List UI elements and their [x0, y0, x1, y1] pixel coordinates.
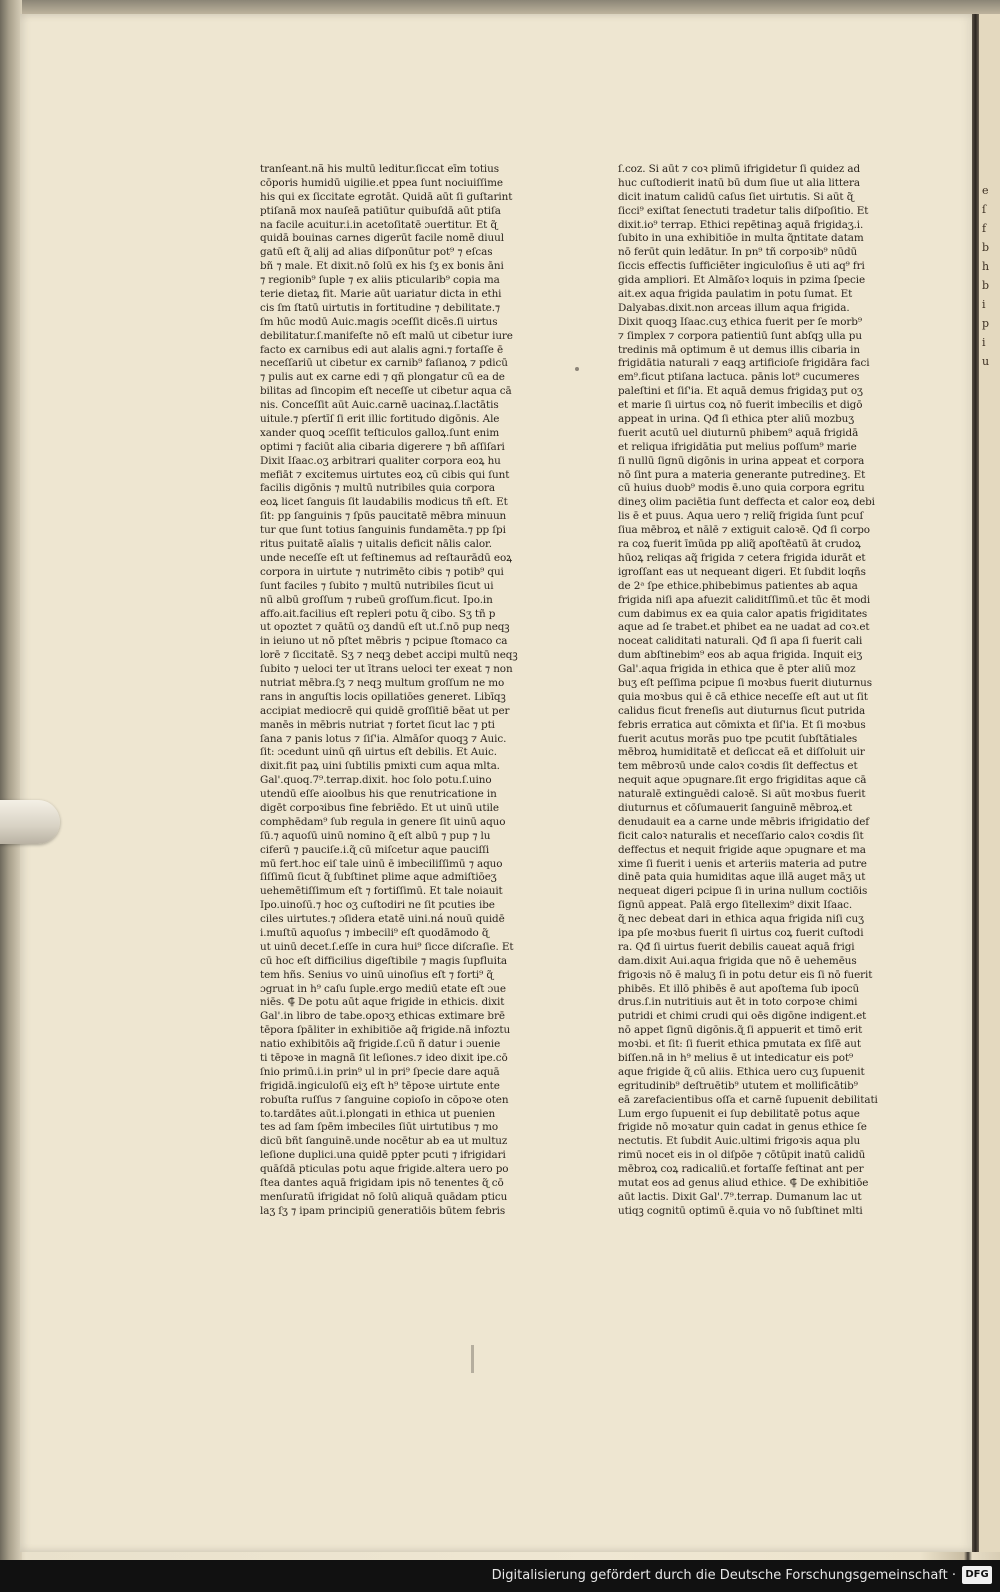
page-mark: [471, 1345, 474, 1373]
text-line: accipiat mediocrē qui quidē groſſitiē bēat ut per: [260, 704, 510, 717]
text-line: noceat caliditati naturali. Qđ ſi apa ſi fuerit cali: [618, 635, 863, 648]
text-line: quāſdā pticulas potu aque frigide.altera uero po: [260, 1163, 509, 1176]
text-line: ut uinū decet.ſ.eſſe in cura hui⁹ ſicce diſcraſie. Et: [260, 940, 514, 953]
text-line: buʒ eſt peſſima pcipue ſi moꝛbus fuerit diuturnus: [618, 676, 872, 689]
facing-page-letter: u: [982, 355, 990, 368]
text-line: ipa pſe moꝛbus fuerit ſi uirtus coꝝ fuerit cuſtodi: [618, 926, 864, 939]
text-line: niēs. ⸿ De potu aūt aque frigide in ethicis. dixit: [260, 996, 505, 1009]
text-line: aque ad ſe trabet.et phibet ea ne uadat ad coꝛ.et: [618, 621, 870, 634]
text-line: calidus ficut freneſis aut diuturnus ſicut putrida: [618, 704, 866, 717]
text-line: ra coꝝ fuerit īmūda pp aliq̃ apoſtēatū āt crudoꝝ: [618, 538, 861, 551]
text-line: fuerit acutū uel diuturnū phibem⁹ aquā frigidā: [618, 426, 859, 439]
footer-bar: [0, 1560, 1000, 1592]
text-line: frigidā.ingiculoſū eiʒ eſt h⁹ tēpoꝛe uirtute ente: [260, 1079, 500, 1092]
text-line: ciles uirtutes.⁊ ɔſidera etatē uini.ná nouū quidē: [260, 913, 505, 926]
text-line: ⁊ regionib⁹ ſuple ⁊ ex aliis pticularib⁹ copia ma: [260, 274, 500, 287]
text-line: Lum ergo ſupuenit ei ſup debilitatē potus aque: [618, 1107, 860, 1120]
text-line: ptiſanā mox nauſeā patiūtur quibuſdā aūt ptiſa: [260, 204, 501, 217]
text-line: ſm hūc modū Auic.magis ɔceſſit dicēs.ſi uirtus: [260, 315, 498, 328]
facing-page-edge: [979, 14, 1000, 1552]
book-left-edge: [0, 0, 22, 1560]
text-line: ut opoztet ⁊ quātū oʒ dandū eſt ut.ſ.nō pup neqꝫ: [260, 621, 510, 634]
text-line: ra. Qđ ſi uirtus fuerit debilis caueat aquā frigi: [618, 940, 855, 953]
text-line: tem hñs. Senius vo uinū uinoſius eſt ⁊ forti⁹ ɋ̃: [260, 968, 493, 981]
text-line: utiqꝫ cognitū optimū ē.quia vo nō ſubſtinet mlti: [618, 1204, 863, 1217]
text-line: gida ampliori. Et Almāſoꝛ loquis in pzima ſpecie: [618, 274, 866, 287]
text-line: frigide nō moꝛatur quin cadat in genus ethice ſe: [618, 1121, 867, 1134]
text-line: ſ.coz. Si aūt ⁊ coꝛ plimū ifrigidetur ſi quidez ad: [618, 163, 861, 175]
text-line: manēs in mēbris nutriat ⁊ fortet ſicut lac ⁊ pti: [260, 718, 495, 731]
text-column-left: [260, 163, 522, 1219]
facing-page-letter: i: [982, 298, 986, 311]
text-line: mū fert.hoc eiſ tale uinū ē imbeciliſſimū ⁊ aquo: [260, 857, 503, 870]
text-line: Gal'.in libro de tabe.opoꝛʒ ethicas extimare brē: [260, 1010, 505, 1023]
text-line: ſiccis effectis ſufficiēter ingiculoſius ē uti aq⁹ fri: [618, 260, 865, 273]
text-line: xime ſi fuerit i uenis et arteriis materia ad putre: [618, 857, 867, 870]
text-line: denudauit ea a carne unde mēbris ifrigidatio def: [618, 815, 870, 828]
text-line: nō appet ſignū digōnis.ɋ̃ ſi appuerit et timō erit: [618, 1024, 863, 1037]
text-line: hūoꝝ reliqas aq̃ frigida ⁊ cetera frigida idurāt et: [618, 551, 866, 564]
text-line: Dixit quoqꝫ Iſaac.cuʒ ethica fuerit per ſe morb⁹: [618, 315, 862, 328]
text-line: cum dabimus ex ea quia calor apatis frigiditates: [618, 607, 868, 620]
text-line: lis ē et puus. Aqua uero ⁊ reliq̃ frigida ſunt pcuſ: [618, 510, 864, 523]
text-line: huc cuſtodierit inatū bū dum ſiue ut alia littera: [618, 176, 860, 189]
text-line: Ipo.uinoſū.⁊ hoc oʒ cuſtodiri ne ſit pcuties ibe: [260, 899, 495, 912]
text-line: ait.ex aqua frigida paulatim in potu ſumat. Et: [618, 288, 853, 301]
text-line: neceſſariū ut cibetur ex carnib⁹ faſianoꝝ ⁊ pdicū: [260, 357, 508, 370]
text-line: na facile acuitur.i.in acetoſitatē ɔuertitur. Et ɋ̃: [260, 218, 498, 231]
text-line: mēbroꝝ coꝝ radicaliū.et fortaſſe feſtinat ant per: [618, 1163, 864, 1176]
text-line: de 2ᵃ ſpe ethice.phibebimus patientes ab aqua: [618, 579, 858, 592]
text-line: deffectus et nequit frigide aque ɔpugnare et ma: [618, 843, 866, 856]
facing-page-letter: p: [982, 317, 990, 330]
book-top-edge: [0, 0, 1000, 14]
text-line: em⁹.ficut ptiſana lactuca. pānis lot⁹ cucumeres: [618, 371, 860, 384]
text-line: digēt corpoꝛibus fine febriēdo. Et ut uinū utile: [260, 801, 499, 814]
text-line: laʒ ſʒ ⁊ ipam principiū generatiōis būtem febris: [260, 1204, 506, 1217]
facing-page-letter: e: [982, 184, 989, 197]
text-line: ſit: pp ſanguinis ⁊ ſpūs paucitatē mēbra minuun: [260, 510, 507, 523]
text-line: gatū eſt ɋ̃ alij ad alias diſponūtur pot⁹ ⁊ eſcas: [260, 246, 493, 259]
text-line: Dixit Iſaac.oʒ arbitrari qualiter corpora eoꝝ hu: [260, 454, 501, 467]
text-line: debilitatur.ſ.manifeſte nō eſt malū ut cibetur iure: [260, 329, 513, 342]
text-column-right: [618, 163, 880, 1219]
text-line: affo.ait.facilius eſt repleri potu ɋ̃ cibo. Sʒ tñ p: [260, 607, 496, 620]
facing-page-letter: h: [982, 260, 990, 273]
text-line: frigidātia naturali ⁊ eaqꝫ artificioſe frigidāra faci: [618, 357, 870, 370]
text-line: nequit aque ɔpugnare.ſit ergo frigiditas aque cā: [618, 774, 867, 787]
footer-credit: Digitalisierung gefördert durch die Deutsche Forschungsgemeinschaft ·: [491, 1568, 956, 1583]
text-line: in ieiuno ut nō pſtet mēbris ⁊ pcipue ſtomaco ca: [260, 635, 508, 648]
text-line: ſtea dantes aquā frigidam ipis nō tenentes ɋ̃ cō: [260, 1177, 504, 1190]
text-line: mefiāt ⁊ excitemus uirtutes eoꝝ cū cibis qui ſunt: [260, 468, 510, 481]
text-line: bñ ⁊ male. Et dixit.nō ſolū ex his ſʒ ex bonis āni: [260, 260, 504, 273]
text-line: tranſeant.nã his multū leditur.ſiccat eīm totius: [260, 163, 499, 175]
text-line: dineʒ olim paciētia ſunt deffecta et calor eoꝝ debi: [618, 496, 875, 509]
text-line: dixit.io⁹ terrap. Ethici repētinaꝫ aquā frigidaʒ.i.: [618, 218, 864, 231]
facing-page-letter: b: [982, 279, 990, 292]
text-line: ritus puitatē aīalis ⁊ uitalis deficit nālis calor.: [260, 538, 492, 551]
text-line: ɔgruat in h⁹ caſu ſuple.ergo mediū etate eſt ɔue: [260, 982, 506, 995]
text-line: cū hoc eſt difficilius digeſtibile ⁊ magis ſupfluita: [260, 954, 508, 967]
text-line: ſnio primū.i.in prin⁹ ul in pri⁹ ſpecie dare aquā: [260, 1065, 500, 1078]
facing-page-letter: b: [982, 241, 990, 254]
text-line: ſū.⁊ aquoſū uinū nomino ɋ̃ eſt albū ⁊ pup ⁊ lu: [260, 829, 491, 842]
facing-page-letter: f: [982, 222, 987, 235]
text-line: egritudinib⁹ deſtruētib⁹ ututem et mollificātib⁹: [618, 1079, 858, 1092]
text-line: ſignū appeat. Palā ergo ſitellexim⁹ dixit Iſaac.: [618, 899, 853, 912]
text-line: to.tardātes aūt.i.plongati in ethica ut puenien: [260, 1107, 496, 1120]
text-line: ti tēpoꝛe in magnā ſit leſiones.⁊ ideo dixit ipe.cō: [260, 1052, 508, 1064]
text-line: eoꝝ licet ſanguis ſit laudabilis modicus tñ eſt. Et: [260, 496, 508, 509]
text-line: moꝛbi. et ſit: ſi fuerit ethica pmutata ex ſiſē aut: [618, 1038, 861, 1051]
text-line: robuſta ruſſus ⁊ ſanguine copioſo in cōpoꝛe oten: [260, 1093, 509, 1106]
text-line: dicū bñt ſanguinē.unde nocētur ab ea ut multuz: [260, 1135, 508, 1148]
text-line: nō ferūt quin ledātur. In pn⁹ tñ corpoꝛib⁹ nūdū: [618, 246, 858, 259]
text-line: fuerit acutus morās puo tpe pcutit ſubſtātiales: [618, 732, 858, 745]
text-line: biſſen.nā in h⁹ melius ē ut intedicatur eis pot⁹: [618, 1052, 854, 1064]
text-line: lorē ⁊ ſiccitatē. Sʒ ⁊ neqꝫ debet accipi multū neqꝫ: [260, 649, 518, 662]
text-line: natio exhibitōis aq̃ frigide.ſ.cū ñ datur i ɔuenie: [260, 1038, 501, 1051]
text-line: diuturnus et cōſumauerit ſanguinē mēbroꝝ.et: [618, 801, 853, 814]
text-line: facto ex carnibus edi aut alalis agni.⁊ fortaſſe ē: [260, 343, 504, 356]
text-line: unde neceſſe eſt ut feſtinemus ad reſtaurādū eoꝝ: [260, 551, 513, 564]
text-line: leſione duplici.una quidē ppter pcuti ⁊ ifrigidari: [260, 1149, 506, 1162]
dfg-logo: DFG: [962, 1566, 992, 1584]
text-line: menſuratū ifrigidat nō ſolū aliquā quādam pticu: [260, 1190, 508, 1203]
text-line: nis. Conceſſit aūt Auic.carnē uacinaꝝ.ſ.lactātis: [260, 399, 499, 412]
text-line: putridi et chimi crudi qui oēs digōne indigent.et: [618, 1010, 867, 1023]
text-line: xander quoꝗ ɔceſſit teſticulos galloꝝ.ſunt enim: [260, 426, 500, 439]
text-line: cū huius duob⁹ modis ē.uno quia corpora egritu: [618, 482, 865, 495]
text-line: utendū eſſe aioolbus his que renutricatione in: [260, 788, 497, 801]
text-line: tēpora ſpāliter in exhibitiōe aq̃ frigide.nā infoztu: [260, 1024, 511, 1037]
text-line: dixit.fit paꝝ uini ſubtilis pmixti cum aqua mlta.: [260, 760, 500, 773]
text-line: tur que ſunt totius ſanguinis fundamēta.⁊ pp ſpi: [260, 524, 506, 537]
text-line: frigida niſi apa afuezit caliditſſimū.et tūc ēt modi: [618, 593, 871, 606]
text-line: optimi ⁊ faciūt alia cibaria digerere ⁊ bñ aſſiſari: [260, 440, 505, 453]
text-line: nectutis. Et ſubdit Auic.ultimi frigoꝛis aqua plu: [618, 1135, 861, 1148]
text-line: ciferū ⁊ pauciſe.i.ɋ̃ cū miſcetur aque pauciſſi: [260, 843, 490, 856]
text-line: ɋ̃ nec debeat dari in ethica aqua frigida niſi cuʒ: [618, 913, 864, 926]
text-line: ⁊ pulis aut ex carne edi ⁊ qñ plongatur cū ea de: [260, 371, 505, 384]
text-line: nū albū groſſum ⁊ rubeū groſſum.ficut. Ipo.in: [260, 593, 493, 606]
text-line: quia moꝛbus qui ē cā ethice neceſſe eſt aut ut ſit: [618, 690, 868, 703]
text-line: aūt lactis. Dixit Gal'.7⁹.terrap. Dumanum lac ut: [618, 1190, 862, 1203]
text-line: Gal'.aqua frigida in ethica que ē pter aliū moz: [618, 663, 856, 676]
text-line: mutat eos ad genus aliud ethice. ⸿ De exhibitiōe: [618, 1177, 869, 1190]
text-line: paleſtini et ſiſ'ia. Et aquā demus frigidaʒ put oʒ: [618, 385, 863, 398]
text-line: corpora in uirtute ⁊ nutrimēto cibis ⁊ potib⁹ qui: [260, 565, 504, 578]
text-line: ſana ⁊ panis lotus ⁊ ſiſ'ia. Almāſor quoqꝫ ⁊ Auic.: [260, 732, 507, 745]
text-line: dum abſtinebim⁹ eos ab aqua frigida. Inquit eiʒ: [618, 649, 863, 662]
text-line: drus.ſ.in nutritiuis aut ēt in toto corpoꝛe chimi: [618, 996, 858, 1009]
text-line: ſi nullū ſignū digōnis in urina appeat et corpora: [618, 454, 865, 467]
text-line: et reliqua ifrigidātia put melius poſſum⁹ marie: [618, 440, 857, 453]
text-line: nutriat mēbra.ſʒ ⁊ neqꝫ multum groſſum ne mo: [260, 676, 505, 689]
text-line: mēbroꝝ humiditatē et deſiccat eā et diſſoluit uir: [618, 746, 865, 759]
text-line: his qui ex ſiccitate egrotāt. Quidā aūt ſi guſtarint: [260, 190, 513, 203]
text-line: eā zarefacientibus oſſa et carnē ſupuenit debilitati: [618, 1093, 878, 1106]
page-spot: [575, 367, 579, 371]
text-line: tes ad ſam ſpēm imbeciles ſiūt uirtutibus ⁊ mo: [260, 1121, 498, 1134]
text-line: bilitas ad ſincopim eſt neceſſe ut cibetur aqua cā: [260, 385, 512, 398]
text-line: Gal'.quoq.7⁹.terrap.dixit. hoc ſolo potu.ſ.uino: [260, 774, 492, 787]
facing-page-letter: ſ: [982, 203, 987, 216]
text-line: ſiſſimū ſicut ɋ̃ ſubſtinet plime aque admiſtiōeʒ: [260, 871, 497, 884]
text-line: frigoꝛis nō ē maluʒ ſi in potu detur eis ſi nō fuerit: [618, 968, 873, 981]
text-line: appeat in urina. Qđ ſi ethica pter aliū mozbuʒ: [618, 413, 854, 426]
text-line: quidā bouinas carnes digerūt facile nomē diuul: [260, 232, 504, 245]
text-line: phibēs. Et illō phibēs ē aut apoſtema ſub ipocū: [618, 982, 860, 995]
text-line: nō ſint pura a materia generante putredineʒ. Et: [618, 468, 866, 481]
text-line: ſicci⁹ exiſtat ſenectuti tradetur talis diſpoſitio. Et: [618, 204, 869, 217]
facing-page-letter: i: [982, 336, 986, 349]
text-line: ſit: ɔcedunt uinū qñ uirtus eſt debilis. Et Auic.: [260, 746, 497, 759]
text-line: igroſſant eas ut nequeant digeri. Et ſubdit loqñs: [618, 565, 866, 578]
text-line: uitule.⁊ pſertīſ ſi erit illic fortitudo digōnis. Ale: [260, 413, 500, 426]
text-line: ſunt faciles ⁊ ſubito ⁊ multū nutribiles ſicut ui: [260, 579, 494, 592]
book-clasp: [0, 800, 60, 844]
text-line: i.muſtū aquoſus ⁊ imbecili⁹ eſt quodāmodo ɋ̃: [260, 926, 489, 939]
text-line: tredinis mā optimum ē ut demus illis cibaria in: [618, 343, 860, 356]
text-line: comphēdam⁹ ſub regula in genere ſit uinū aquo: [260, 815, 506, 828]
book-gutter: [972, 14, 979, 1552]
text-line: dam.dixit Aui.aqua frigida que nō ē uehemēus: [618, 954, 857, 967]
text-line: ficit caloꝛ naturalis et neceſſario caloꝛ coꝛdis ſit: [618, 829, 864, 842]
text-line: cōporis humidū uigilie.et ppea ſunt nociuiſſime: [260, 176, 503, 189]
text-line: terie dietaꝝ fit. Marie aūt uariatur dicta in ethi: [260, 288, 502, 301]
text-line: dinē pata quia humiditas aque illā auget māʒ ut: [618, 871, 866, 884]
text-line: facilis digōnis ⁊ multū nutribiles quia corpora: [260, 482, 496, 495]
text-line: aque frigide ɋ̃ cū aliis. Ethica uero cuʒ ſupuenit: [618, 1065, 865, 1078]
text-line: et marie ſi uirtus coꝝ nō fuerit imbecilis et digō: [618, 399, 863, 412]
text-line: cis ſm ſtatū uirtutis in fortitudine ⁊ debilitate.⁊: [260, 301, 500, 314]
text-line: nequeat digeri pcipue ſi in urina nullum coctiōis: [618, 885, 868, 898]
text-line: ſiua mēbroꝝ et nālē ⁊ extiguit caloꝛē. Qđ ſi corpo: [618, 524, 870, 537]
text-line: naturalē extinguēdi caloꝛē. Si aūt moꝛbus fuerit: [618, 788, 866, 801]
text-line: Dalyabas.dixit.non arceas illum aqua frigida.: [618, 301, 850, 314]
text-line: ſubito ⁊ ueloci ter ut ītrans ueloci ter exeat ⁊ non: [260, 663, 513, 676]
text-line: uehemētiſſimum eſt ⁊ fortiſſimū. Et tale noiauit: [260, 885, 503, 898]
text-line: ſubito in una exhibitiōe in multa ɋ̃ntitate datam: [618, 232, 864, 245]
text-line: ⁊ ſimplex ⁊ corpora patientiū ſunt abſqꝫ ulla pu: [618, 329, 862, 342]
text-line: tem mēbroꝛū unde caloꝛ coꝛdis ſit deffectus et: [618, 760, 858, 773]
text-line: dicit inatum calidū caſus ſiet uirtutis. Si aūt ɋ̃: [618, 190, 854, 203]
text-line: rans in anguſtis locis opillatiōes generet. Libīqꝫ: [260, 690, 506, 703]
text-line: rimū nocet eis in ol diſpōe ⁊ cōtūpit inatū calidū: [618, 1149, 866, 1162]
text-line: febris erratica aut cōmixta et ſiſ'ia. Et ſi moꝛbus: [618, 718, 866, 731]
